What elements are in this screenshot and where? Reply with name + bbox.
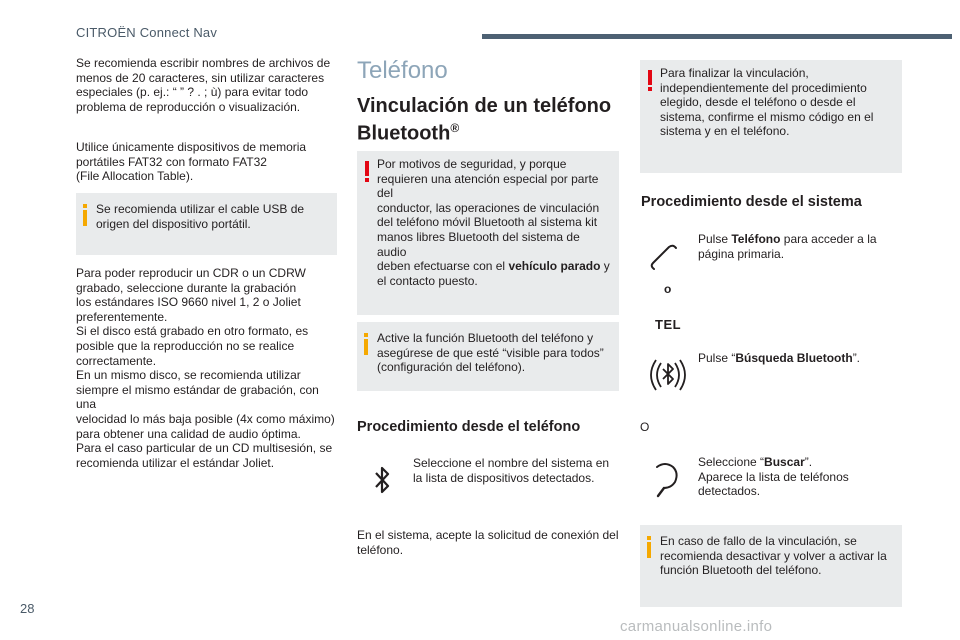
bluetooth-icon — [366, 462, 398, 498]
registered-mark: ® — [450, 121, 460, 135]
system-step-2-bold: Búsqueda Bluetooth — [735, 351, 853, 365]
system-step-3-after: ”. Aparece la lista de teléfonos detectados. — [698, 455, 849, 499]
system-step-3-before: Seleccione “ — [698, 455, 765, 469]
phone-final-paragraph: En el sistema, acepte la solicitud de conexión del teléfono. — [357, 528, 619, 557]
system-step-1-bold: Teléfono — [731, 232, 781, 246]
info-marker-icon — [83, 204, 87, 226]
tel-button-label: TEL — [655, 317, 682, 332]
system-step-2-after: ”. — [852, 351, 861, 365]
system-procedure-heading: Procedimiento desde el sistema — [641, 194, 862, 210]
warning-text-bold: vehículo parado — [508, 259, 601, 274]
bluetooth-search-icon — [645, 352, 691, 398]
phone-procedure-heading: Procedimiento desde el teléfono — [357, 419, 581, 435]
col3-info-note-text: En caso de fallo de la vinculación, se recomienda desactivar y volver a activar la función Bluetooth del teléfono. — [660, 534, 887, 578]
col2-warning-note-text — [377, 157, 611, 288]
magnifier-icon — [645, 457, 687, 499]
col1-info-note — [76, 193, 337, 255]
system-step-2-before: Pulse “ — [698, 351, 736, 365]
col3-warning-note — [640, 60, 902, 173]
pairing-heading-text: Vinculación de un teléfono Bluetooth — [357, 95, 612, 145]
warning-marker-icon — [365, 161, 369, 183]
system-step-3 — [698, 455, 898, 499]
col3-info-note — [640, 525, 902, 607]
system-step-3-bold: Buscar — [764, 455, 805, 469]
col1-paragraph-3: Para poder reproducir un CDR o un CDRW grabado, seleccione durante la grabación los estándares ISO 9660 nivel 1, 2 o Joliet preferentemente. Si el disco está grabado en otro formato, es posible que la reproducción no se realice correctamente. En un mismo disco, se recomienda utilizar siempre el mismo estándar de grabación, con una velocidad lo más baja posible (4x como máximo) para obtener una calidad de audio óptima. Para el caso particular de un CD multisesión, se recomienda utilizar el estándar Joliet. — [76, 266, 335, 470]
watermark: carmanualsonline.info — [620, 618, 773, 635]
info-marker-icon — [647, 536, 651, 558]
info-marker-icon — [364, 333, 368, 355]
col2-warning-note — [357, 151, 619, 315]
system-step-2 — [698, 351, 898, 366]
or-small-label: o — [664, 282, 672, 296]
header-title: CITROËN Connect Nav — [76, 25, 218, 40]
pairing-heading — [357, 95, 619, 145]
col1-paragraph-2: Utilice únicamente dispositivos de memoria portátiles FAT32 con formato FAT32 (File Allocation Table). — [76, 140, 307, 184]
col1-paragraph-1: Se recomienda escribir nombres de archivos de menos de 20 caracteres, sin utilizar caracteres especiales (p. ej.: “ ” ? . ; ù) para evitar todo problema de reproducción o visualización. — [76, 56, 331, 114]
col1-info-note-text: Se recomienda utilizar el cable USB de origen del dispositivo portátil. — [96, 202, 305, 231]
col2-info-note-text: Active la función Bluetooth del teléfono y asegúrese de que esté “visible para todos” (configuración del teléfono). — [377, 331, 604, 375]
col3-warning-note-text: Para finalizar la vinculación, independientemente del procedimiento elegido, desde el teléfono o desde el sistema, confirme el mismo código en el sistema y en el teléfono. — [660, 66, 874, 139]
page-number: 28 — [20, 601, 35, 616]
phone-step-1: Seleccione el nombre del sistema en la lista de dispositivos detectados. — [413, 456, 610, 485]
system-step-1 — [698, 232, 898, 261]
phone-handset-icon — [645, 238, 685, 278]
section-title: Teléfono — [357, 57, 448, 84]
system-step-1-after: para acceder a la página primaria. — [698, 232, 877, 261]
system-step-1-before: Pulse — [698, 232, 732, 246]
or-label: O — [640, 420, 650, 434]
warning-marker-icon — [648, 70, 652, 92]
col2-info-note — [357, 322, 619, 391]
header-bar — [482, 34, 952, 39]
warning-text-after: y el contacto puesto. — [377, 259, 610, 288]
warning-text-before: Por motivos de seguridad, y porque requieren una atención especial por parte del conductor, las operaciones de vinculación del teléfono móvil Bluetooth al sistema kit manos libres Bluetooth del sistema de audio deben efectuarse con el — [377, 157, 600, 274]
